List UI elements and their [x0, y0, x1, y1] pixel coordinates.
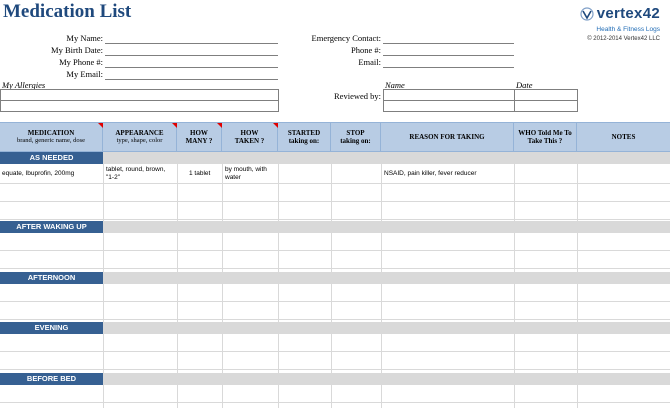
comment-marker-icon[interactable]: [273, 123, 278, 128]
table-row[interactable]: [0, 251, 670, 269]
section-after-waking-up: AFTER WAKING UP: [0, 221, 103, 233]
section-before-bed: BEFORE BED: [0, 373, 103, 385]
emergency-contact-label: Emergency Contact:: [311, 33, 381, 43]
col-how-many-line1: HOW: [190, 129, 208, 137]
entry-how-taken[interactable]: by mouth, with water: [225, 166, 267, 181]
col-how-many-line2: MANY ?: [185, 137, 213, 145]
page-title: Medication List: [3, 1, 132, 22]
section-fill: [103, 373, 670, 385]
review-name-label: Name: [385, 80, 405, 90]
col-started-line2: taking on:: [288, 137, 320, 145]
col-who-told: [514, 122, 577, 152]
table-row[interactable]: [0, 352, 670, 370]
comment-marker-icon[interactable]: [217, 123, 222, 128]
section-evening: EVENING: [0, 322, 103, 334]
col-how-many: [177, 122, 222, 152]
entry-reason[interactable]: NSAID, pain killer, fever reducer: [384, 170, 477, 177]
col-who-told-line2: Take This ?: [527, 137, 563, 145]
col-stop-line2: taking on:: [340, 137, 371, 145]
table-row[interactable]: [0, 233, 670, 251]
table-row[interactable]: [0, 164, 670, 184]
col-notes: [577, 122, 670, 152]
section-fill: [103, 322, 670, 334]
col-medication: [0, 122, 103, 152]
reviewed-by-label: Reviewed by:: [334, 91, 381, 101]
col-notes-title: NOTES: [611, 133, 636, 141]
table-row[interactable]: [0, 302, 670, 320]
my-email-label: My Email:: [66, 69, 103, 79]
review-name-field-2[interactable]: [383, 100, 515, 112]
section-as-needed: AS NEEDED: [0, 152, 103, 164]
table-row[interactable]: [0, 202, 670, 220]
col-appearance-title: APPEARANCE: [115, 129, 164, 137]
entry-how-many[interactable]: 1 tablet: [189, 170, 211, 177]
col-stop-line1: STOP: [346, 129, 365, 137]
emergency-phone-field[interactable]: [383, 45, 514, 56]
brand-name: vertex42: [596, 5, 660, 22]
table-row[interactable]: [0, 284, 670, 302]
table-row[interactable]: [0, 184, 670, 202]
comment-marker-icon[interactable]: [98, 123, 103, 128]
brand-block: [550, 5, 660, 42]
col-started: [278, 122, 331, 152]
col-appearance: [103, 122, 177, 152]
my-phone-field[interactable]: [105, 57, 278, 68]
table-row[interactable]: [0, 334, 670, 352]
entry-appearance[interactable]: tablet, round, brown, "1-2": [106, 166, 166, 181]
col-reason-title: REASON FOR TAKING: [409, 133, 485, 141]
col-medication-sub: brand, generic name, dose: [16, 137, 86, 144]
my-email-field[interactable]: [105, 69, 278, 80]
emergency-phone-label: Phone #:: [351, 45, 381, 55]
emergency-email-label: Email:: [358, 57, 381, 67]
review-date-field-2[interactable]: [514, 100, 578, 112]
brand-copyright: © 2012-2014 Vertex42 LLC: [587, 36, 660, 42]
col-started-line1: STARTED: [287, 129, 321, 137]
emergency-contact-field[interactable]: [383, 33, 514, 44]
col-stop: [331, 122, 381, 152]
col-how-taken-line1: HOW: [240, 129, 259, 137]
my-phone-label: My Phone #:: [59, 57, 103, 67]
col-appearance-sub: type, shape, color: [116, 137, 163, 144]
section-fill: [103, 152, 670, 164]
col-who-told-line1: WHO Told Me To: [518, 129, 572, 137]
entry-medication[interactable]: equate, Ibuprofin, 200mg: [2, 170, 75, 177]
col-reason: [381, 122, 514, 152]
brand-subtitle: Health & Fitness Logs: [596, 26, 660, 33]
col-medication-title: MEDICATION: [27, 129, 75, 137]
table-row[interactable]: [0, 385, 670, 403]
my-birth-date-label: My Birth Date:: [51, 45, 103, 55]
section-afternoon: AFTERNOON: [0, 272, 103, 284]
section-fill: [103, 221, 670, 233]
my-name-label: My Name:: [66, 33, 103, 43]
vertex-logo-icon: [580, 7, 594, 21]
my-birth-date-field[interactable]: [105, 45, 278, 56]
section-fill: [103, 272, 670, 284]
allergies-field-2[interactable]: [0, 100, 279, 112]
emergency-email-field[interactable]: [383, 57, 514, 68]
allergies-label: My Allergies: [2, 80, 46, 90]
col-how-taken: [222, 122, 278, 152]
comment-marker-icon[interactable]: [172, 123, 177, 128]
my-name-field[interactable]: [105, 33, 278, 44]
brand-logo: [550, 5, 660, 22]
review-date-label: Date: [516, 80, 533, 90]
col-how-taken-line2: TAKEN ?: [234, 137, 265, 145]
